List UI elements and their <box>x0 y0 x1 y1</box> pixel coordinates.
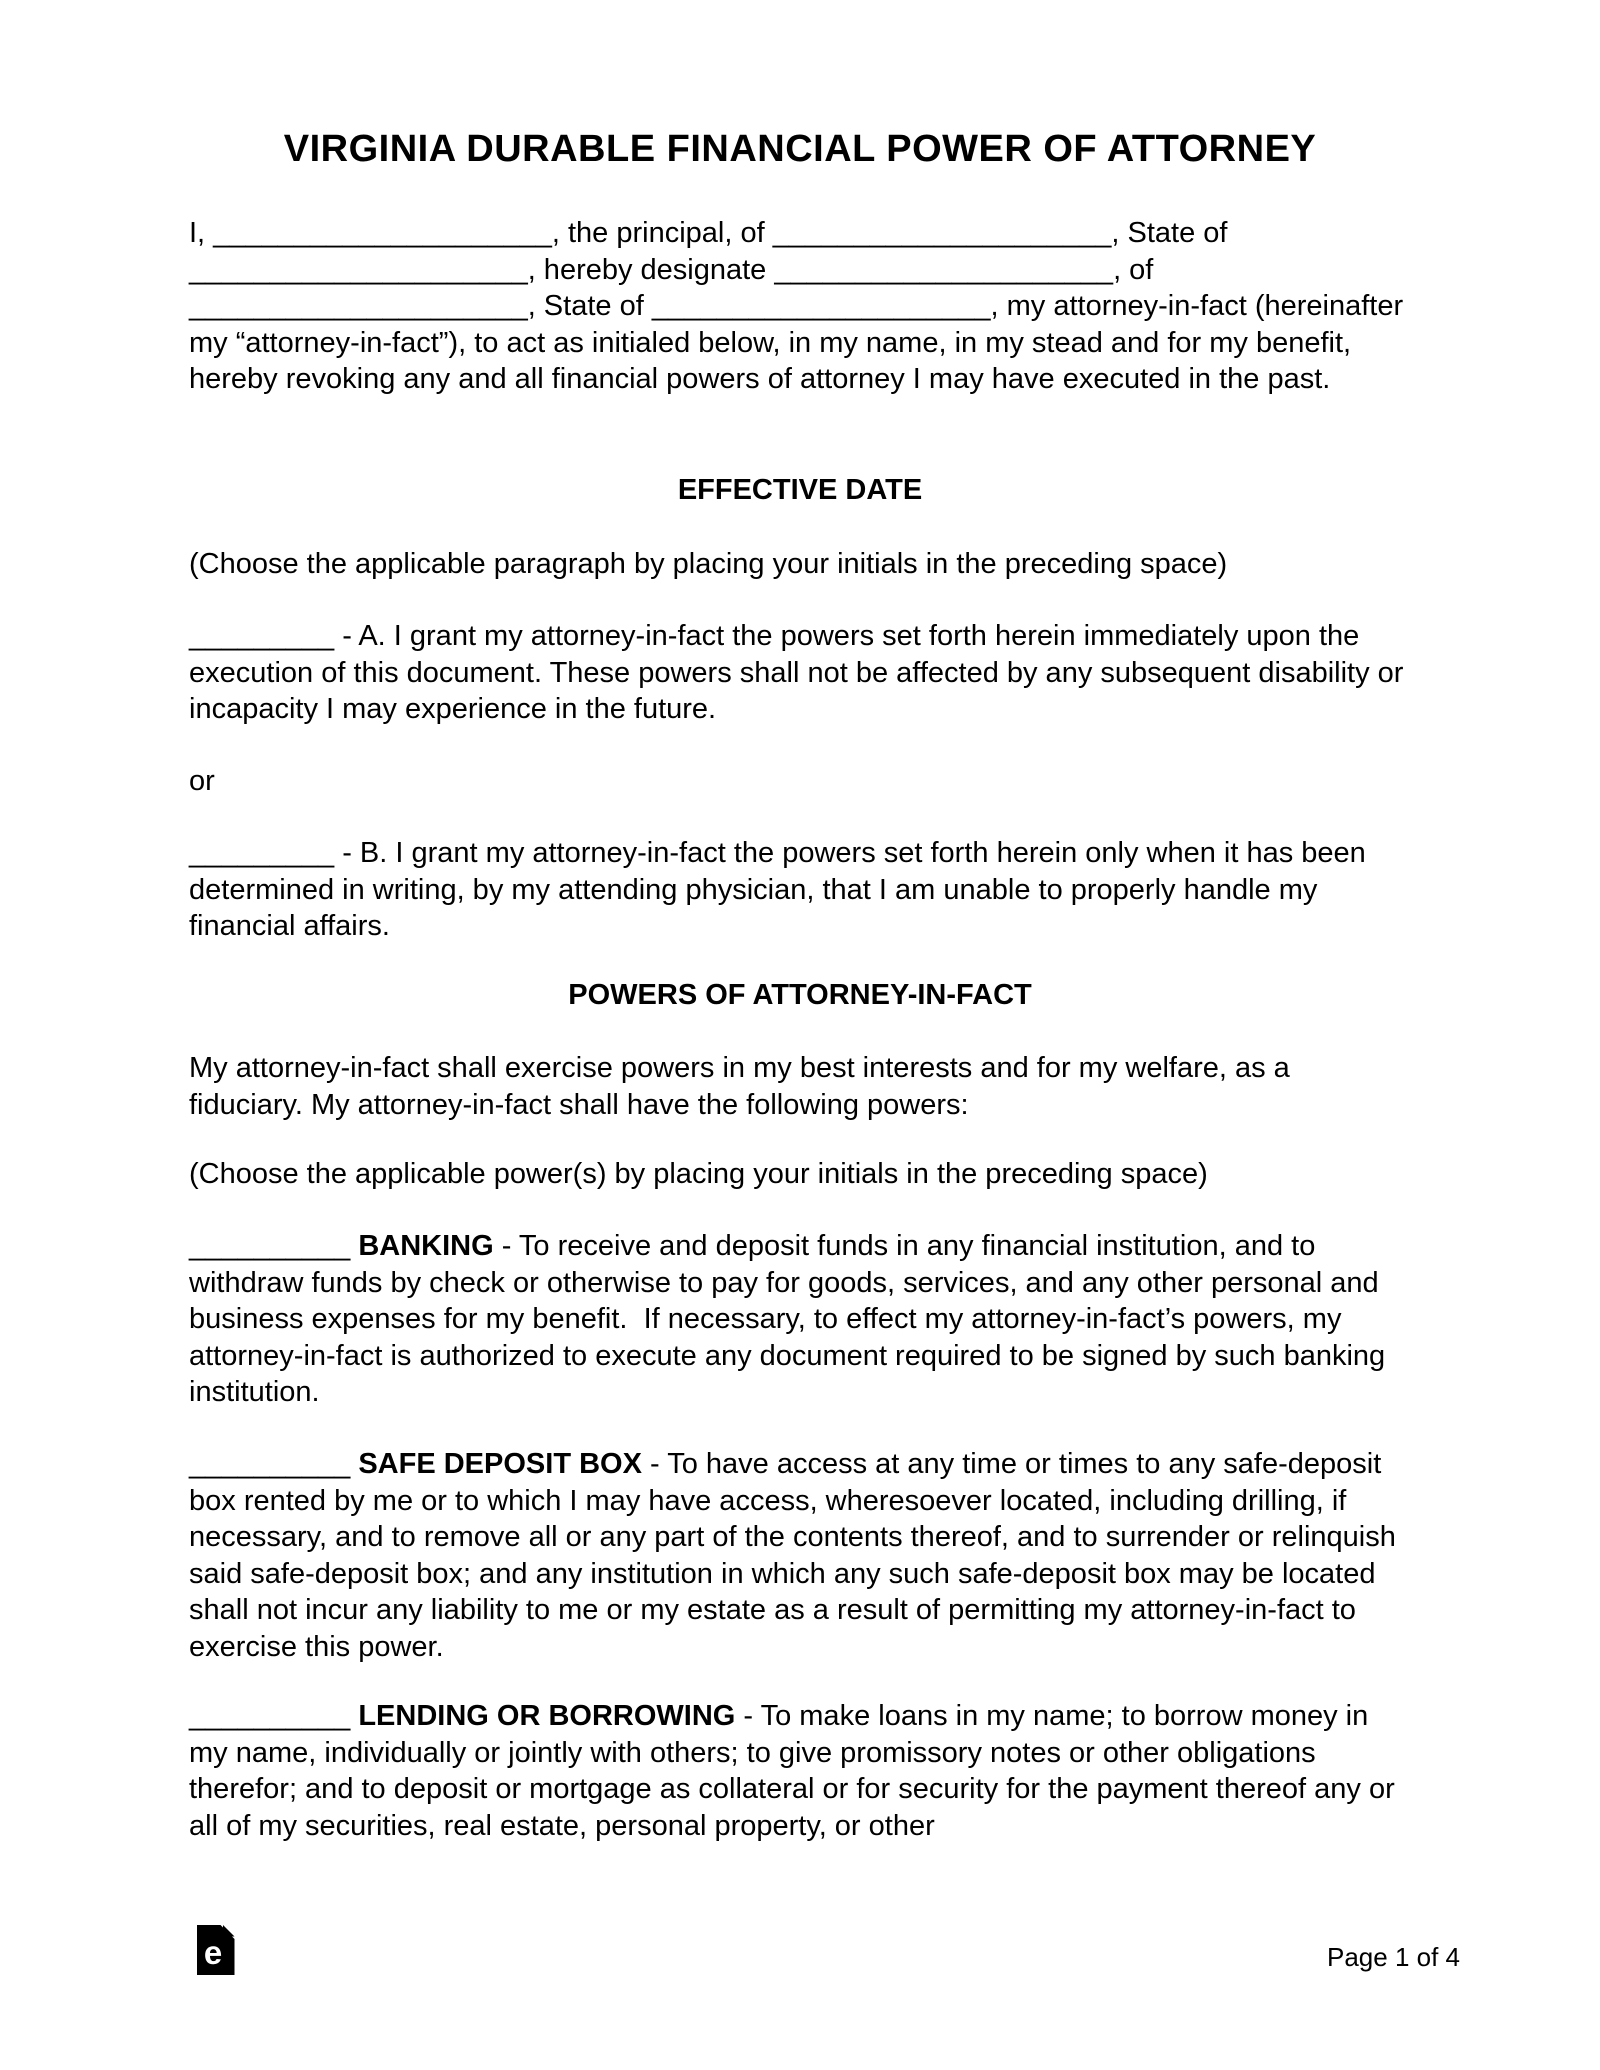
option-b-paragraph: _________ - B. I grant my attorney-in-fact the powers set forth herein only when it has been determined in writing, by my attending physician, that I am unable to properly handle my financial affairs. <box>189 837 1374 942</box>
powers-instruction: (Choose the applicable power(s) by placing your initials in the preceding space) <box>189 1158 1208 1190</box>
intro-paragraph: I, _____________________, the principal, of _____________________, State of _____________________, hereby designate _____________________, of _____________________, State of _____________________, my attorney-in-fact (hereinafter my “attorney-in-fact”), to act as initialed below, in my name, in my stead and for my benefit, hereby revoking any and all financial powers of attorney I may have executed in the past. <box>189 217 1412 395</box>
option-a-paragraph: _________ - A. I grant my attorney-in-fact the powers set forth herein immediately upon the execution of this document. These powers shall not be affected by any subsequent disability or incapacity I may experience in the future. <box>189 620 1412 725</box>
power-item-banking <box>189 1228 1411 1411</box>
eforms-logo-letter: e <box>203 1934 223 1971</box>
power-item-lending-or-borrowing <box>189 1698 1411 1844</box>
banking-label: BANKING <box>358 1230 494 1262</box>
safe-deposit-text: - To have access at any time or times to any safe-deposit box rented by me or to which I may have access, wheresoever located, including drilling, if necessary, and to remove all or any part of the contents thereof, and to surrender or relinquish said safe-deposit box; and any institution in which any such safe-deposit box may be located shall not incur any liability to me or my estate as a result of permitting my attorney-in-fact to exercise this power. <box>189 1448 1404 1663</box>
power-item-safe-deposit-box <box>189 1446 1411 1665</box>
effective-date-heading: EFFECTIVE DATE <box>677 474 923 506</box>
powers-heading: POWERS OF ATTORNEY-IN-FACT <box>568 979 1032 1011</box>
document-title: VIRGINIA DURABLE FINANCIAL POWER OF ATTORNEY <box>283 128 1317 170</box>
safe-deposit-label: SAFE DEPOSIT BOX <box>358 1448 642 1480</box>
lending-initials-blank: __________ <box>189 1700 359 1732</box>
effective-date-instruction: (Choose the applicable paragraph by placing your initials in the preceding space) <box>189 548 1228 580</box>
eforms-logo-icon <box>197 1925 235 1975</box>
lending-label: LENDING OR BORROWING <box>358 1700 736 1732</box>
page-number: Page 1 of 4 <box>1327 1942 1460 1972</box>
banking-text: - To receive and deposit funds in any financial institution, and to withdraw funds by check or otherwise to pay for goods, services, and any other personal and business expenses for my benefit. If necessary, to effect my attorney-in-fact’s powers, my attorney-in-fact is authorized to execute any document required to be signed by such banking institution. <box>189 1230 1394 1408</box>
banking-initials-blank: __________ <box>189 1230 359 1262</box>
safe-deposit-initials-blank: __________ <box>189 1448 359 1480</box>
lending-text: - To make loans in my name; to borrow money in my name, individually or jointly with others; to give promissory notes or other obligations therefor; and to deposit or mortgage as collateral or for security for the payment thereof any or all of my securities, real estate, personal property, or other <box>189 1700 1403 1842</box>
powers-intro-paragraph: My attorney-in-fact shall exercise powers in my best interests and for my welfare, as a fiduciary. My attorney-in-fact shall have the following powers: <box>189 1052 1298 1121</box>
or-separator: or <box>189 765 215 797</box>
